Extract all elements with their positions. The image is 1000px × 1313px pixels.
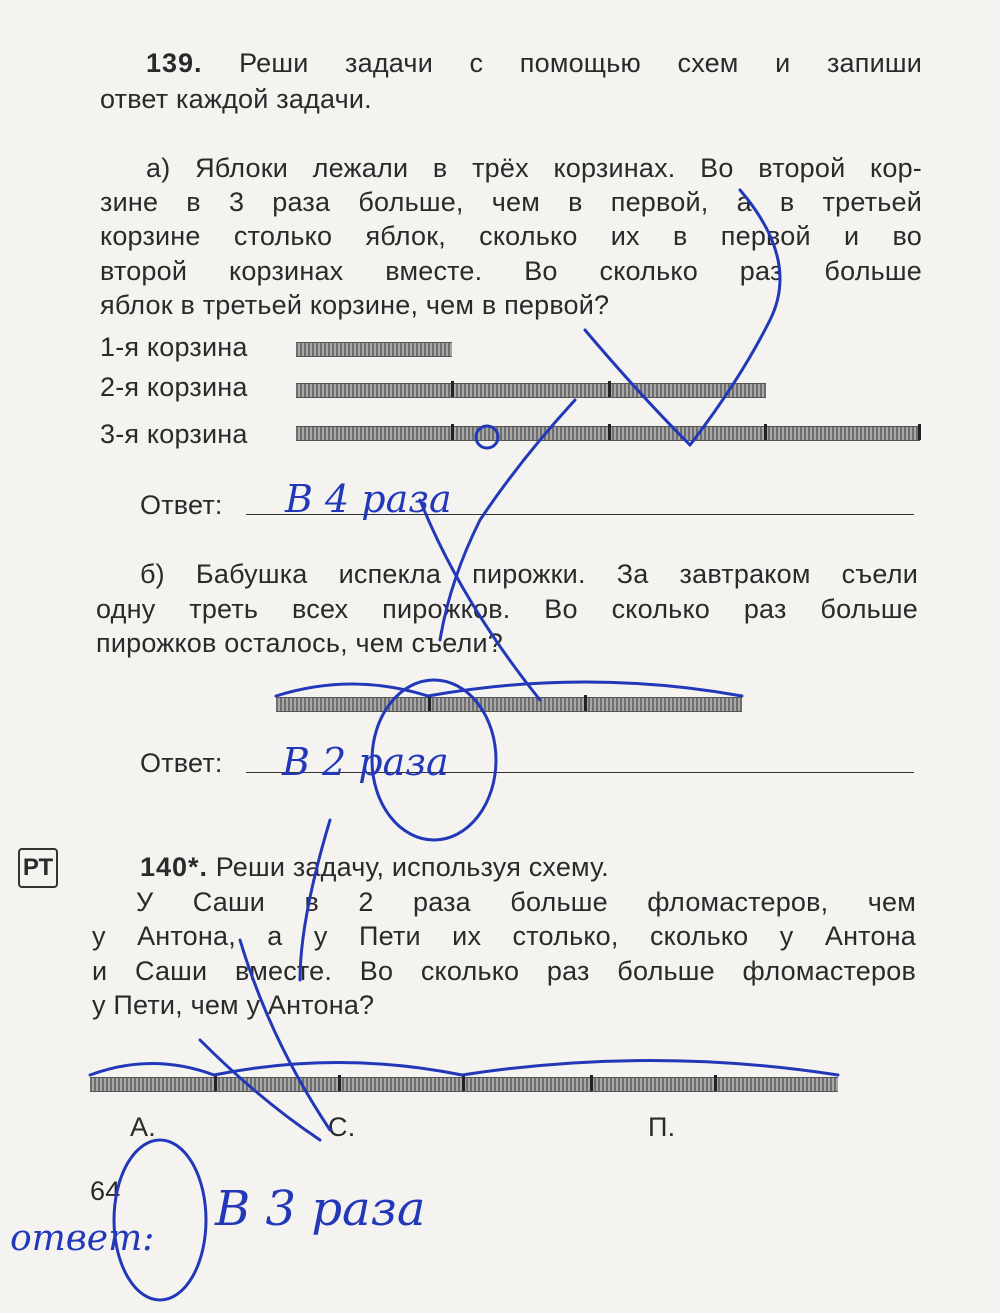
- check-mark-stroke: [300, 820, 330, 980]
- scheme-label-basket-3: 3-я корзина: [100, 419, 248, 449]
- check-mark-stroke: [440, 400, 575, 640]
- answer-label-139a: Ответ:: [140, 490, 223, 520]
- answer-label-139b: Ответ:: [140, 748, 223, 778]
- handwritten-answer-label-140: ответ:: [10, 1218, 155, 1259]
- task-140-title: Реши задачу, используя схему.: [215, 852, 609, 882]
- task-139a-line: а) Яблоки лежали в трёх корзинах. Во второй кор-: [146, 153, 922, 183]
- task-140-line: У Саши в 2 раза больше фломастеров, чем: [136, 887, 916, 917]
- rt-badge: РТ: [18, 848, 58, 888]
- check-mark-stroke: [200, 1040, 320, 1140]
- scheme-arc: [214, 1063, 462, 1076]
- scheme-label-anton: А.: [130, 1112, 156, 1142]
- scheme-arc: [428, 682, 742, 696]
- scheme-label-basket-1: 1-я корзина: [100, 332, 248, 362]
- task-139-header-line2: ответ каждой задачи.: [100, 84, 372, 114]
- task-139-header-text: Реши задачи с помощью схем и запиши: [239, 48, 922, 78]
- check-mark-stroke: [585, 330, 690, 445]
- scheme-label-basket-2: 2-я корзина: [100, 372, 248, 402]
- task-139a-line: зине в 3 раза больше, чем в первой, а в третьей: [100, 187, 922, 217]
- handwritten-answer-139a: В 4 раза: [285, 477, 452, 521]
- task-140-number: 140*.: [140, 852, 209, 882]
- task-139b-line: пирожков осталось, чем съели?: [96, 628, 504, 658]
- handwritten-answer-140: В 3 раза: [215, 1181, 426, 1237]
- scheme-label-petya: П.: [648, 1112, 676, 1142]
- check-mark-stroke: [690, 190, 780, 445]
- task-139-number: 139.: [146, 48, 203, 78]
- task-139a-line: второй корзинах вместе. Во сколько раз больше: [100, 256, 922, 286]
- task-139a-line: корзине столько яблок, сколько их в первой и во: [100, 221, 922, 251]
- handwritten-answer-139b: В 2 раза: [282, 740, 449, 784]
- task-139b-line: одну треть всех пирожков. Во сколько раз больше: [96, 594, 918, 624]
- check-mark-stroke: [420, 500, 540, 700]
- task-140-line: у Пети, чем у Антона?: [92, 990, 375, 1020]
- scheme-arc: [90, 1064, 214, 1076]
- check-mark-stroke: [240, 940, 330, 1130]
- task-140-line: у Антона, а у Пети их столько, сколько у Антона: [92, 921, 916, 951]
- scheme-label-sasha: С.: [328, 1112, 356, 1142]
- task-139b-line: б) Бабушка испекла пирожки. За завтраком съели: [140, 559, 918, 589]
- task-139a-line: яблок в третьей корзине, чем в первой?: [100, 290, 610, 320]
- task-140-line: и Саши вместе. Во сколько раз больше фломастеров: [92, 956, 916, 986]
- page-number: 64: [90, 1176, 121, 1206]
- scheme-arc: [462, 1061, 838, 1076]
- circle-mark: [476, 426, 498, 448]
